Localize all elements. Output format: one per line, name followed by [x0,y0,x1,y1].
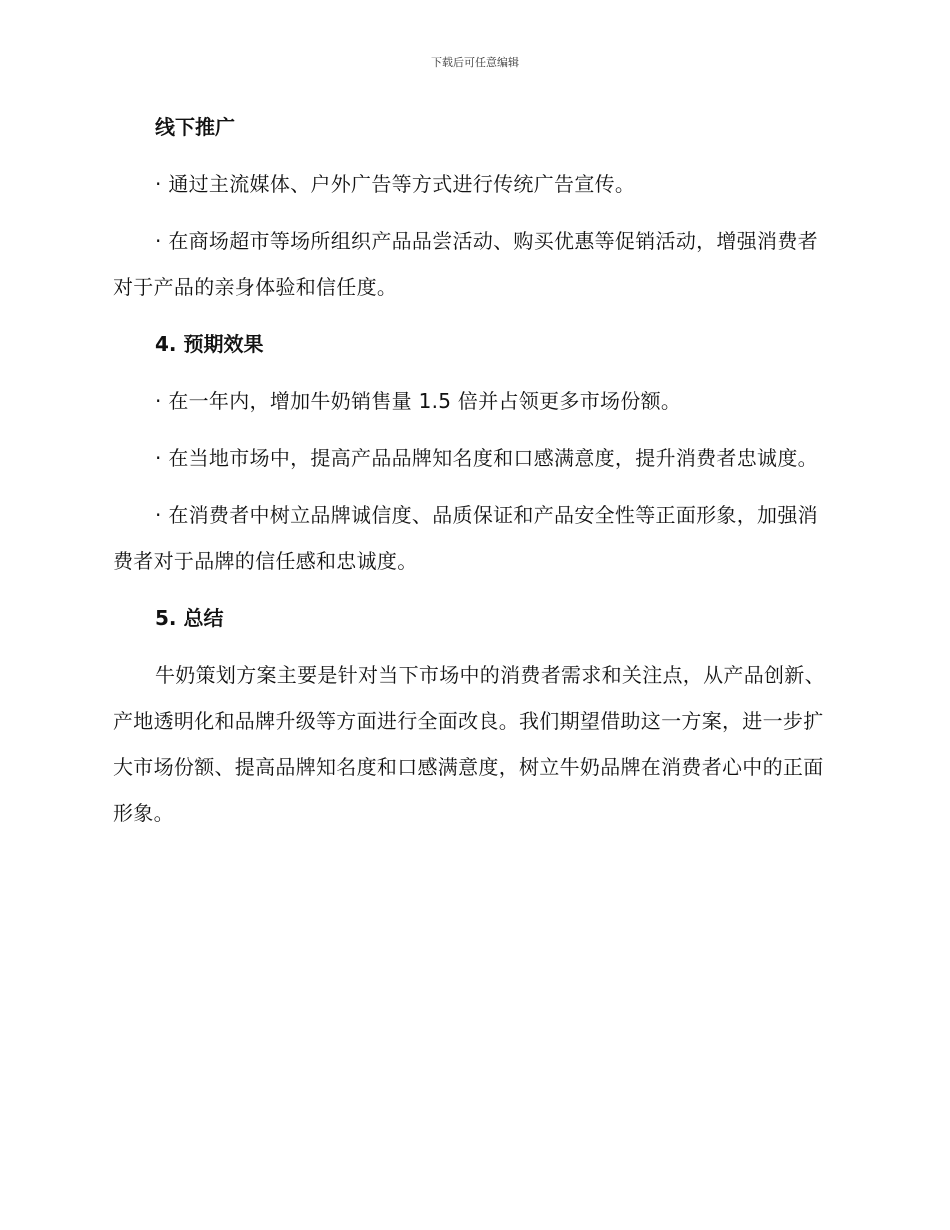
bullet-paragraph: · 在一年内，增加牛奶销售量 1.5 倍并占领更多市场份额。 [155,389,682,413]
bullet-paragraph: · 在当地市场中，提高产品品牌知名度和口感满意度，提升消费者忠诚度。 [155,446,818,470]
bullet-paragraph: · 在消费者中树立品牌诚信度、品质保证和产品安全性等正面形象，加强消费者对于品牌的信任感和忠诚度。 [113,503,818,573]
section-heading: 5. 总结 [155,606,224,630]
section-heading: 线下推广 [155,115,235,139]
document-body [113,104,833,847]
section-heading: 4. 预期效果 [155,332,264,356]
bullet-paragraph: · 在商场超市等场所组织产品品尝活动、购买优惠等促销活动，增强消费者对于产品的亲身体验和信任度。 [113,229,818,299]
page-header: 下载后可任意编辑 [431,56,519,69]
summary-paragraph: 牛奶策划方案主要是针对当下市场中的消费者需求和关注点，从产品创新、产地透明化和品牌升级等方面进行全面改良。我们期望借助这一方案，进一步扩大市场份额、提高品牌知名度和口感满意度，树立牛奶品牌在消费者心中的正面形象。 [113,663,825,825]
bullet-paragraph: · 通过主流媒体、户外广告等方式进行传统广告宣传。 [155,172,636,196]
